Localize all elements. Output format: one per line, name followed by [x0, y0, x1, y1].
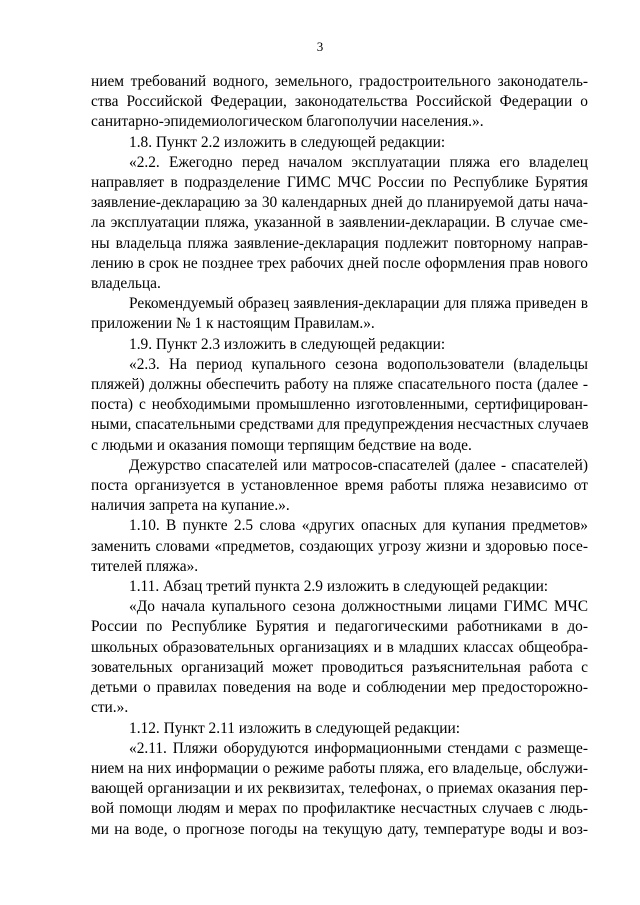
text-line: пляжей) должны обеспечить работу на пляже спасательного поста (далее - [91, 376, 588, 394]
text-line: ми на воде, о прогнозе погоды на текущую дату, температуре воды и воз- [91, 820, 588, 838]
text-line: санитарно-эпидемиологическом благополучии населения.». [91, 113, 484, 131]
text-line: «2.2. Ежегодно перед началом эксплуатации пляжа его владелец [129, 153, 588, 171]
paragraph [91, 153, 588, 294]
text-line: наличия запрета на купание.». [91, 497, 290, 515]
text-line: школьных образовательных организациях и в младших классах общеобра- [91, 638, 588, 656]
text-line: детьми о правилах поведения на воде и соблюдении мер предосторожно- [91, 679, 588, 697]
document-body [91, 72, 588, 840]
text-line: 1.11. Абзац третий пункта 2.9 изложить в следующей редакции: [129, 578, 549, 596]
text-line: 1.8. Пункт 2.2 изложить в следующей редакции: [129, 133, 446, 151]
paragraph [91, 516, 588, 577]
paragraph [91, 294, 588, 334]
text-line: нием на них информации о режиме работы пляжа, его владельце, обслужи- [91, 759, 588, 777]
text-line: ла эксплуатации пляжа, указанной в заявлении-декларации. В случае сме- [91, 214, 588, 232]
text-line: зовательных организаций может проводиться разъяснительная работа с [91, 658, 588, 676]
text-line: ны владельца пляжа заявление-декларация подлежит повторному направ- [91, 234, 588, 252]
paragraph [91, 335, 588, 355]
paragraph [91, 577, 588, 597]
paragraph [91, 739, 588, 840]
text-line: 1.10. В пункте 2.5 слова «других опасных для купания предметов» [129, 517, 588, 535]
text-line: с людьми и оказания помощи терпящим бедствие на воде. [91, 436, 472, 454]
text-line: приложении № 1 к настоящим Правилам.». [91, 315, 375, 333]
paragraph [91, 72, 588, 133]
text-line: тителей пляжа». [91, 557, 199, 575]
paragraph [91, 597, 588, 718]
text-line: Дежурство спасателей или матросов-спасателей (далее - спасателей) [129, 456, 588, 474]
text-line: поста организуется в установленное время работы пляжа независимо от [91, 477, 588, 495]
paragraph [91, 456, 588, 517]
text-line: вающей организации и их реквизитах, телефонах, о приемах оказания пер- [91, 780, 588, 798]
text-line: сти.». [91, 699, 129, 717]
text-line: лению в срок не позднее трех рабочих дней после оформления прав нового [91, 254, 588, 272]
page-number: 3 [316, 39, 324, 54]
text-line: заменить словами «предметов, создающих угрозу жизни и здоровью посе- [91, 537, 588, 555]
text-line: «2.3. На период купального сезона водопользователи (владельцы [129, 355, 588, 373]
paragraph [91, 719, 588, 739]
paragraph [91, 355, 588, 456]
text-line: 1.9. Пункт 2.3 изложить в следующей редакции: [129, 335, 446, 353]
text-line: ными, спасательными средствами для предупреждения несчастных случаев [91, 416, 589, 434]
text-line: владельца. [91, 275, 161, 293]
text-line: «2.11. Пляжи оборудуются информационными стендами с размеще- [129, 739, 588, 757]
text-line: «До начала купального сезона должностными лицами ГИМС МЧС [129, 598, 588, 616]
text-line: Рекомендуемый образец заявления-декларации для пляжа приведен в [129, 295, 588, 313]
text-line: России по Республике Бурятия и педагогическими работниками в до- [91, 618, 588, 636]
text-line: ства Российской Федерации, законодательства Российской Федерации о [91, 93, 588, 111]
text-line: нием требований водного, земельного, градостроительного законодатель- [91, 73, 588, 90]
text-line: вой помощи людям и мерах по профилактике несчастных случаев с людь- [91, 800, 588, 818]
text-line: поста) с необходимыми промышленно изготовленными, сертифицирован- [91, 396, 588, 414]
text-line: направляет в подразделение ГИМС МЧС России по Республике Бурятия [91, 174, 588, 192]
paragraph [91, 133, 588, 153]
text-line: 1.12. Пункт 2.11 изложить в следующей редакции: [129, 719, 460, 737]
text-line: заявление-декларацию за 30 календарных дней до планируемой даты нача- [91, 194, 588, 212]
